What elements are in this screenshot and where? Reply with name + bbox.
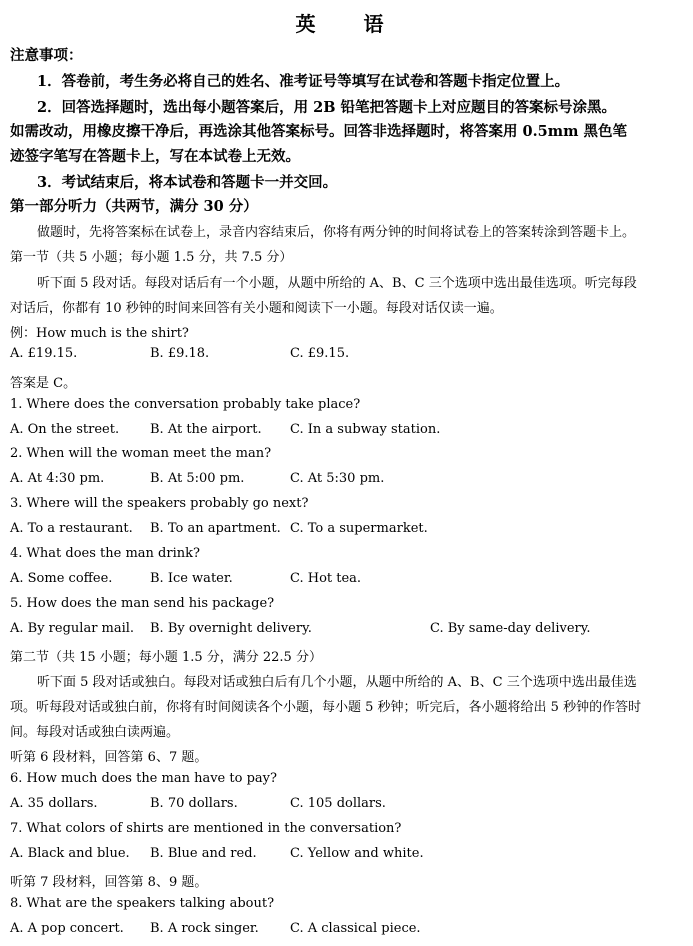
q8-option-c: C. A classical piece.: [290, 921, 421, 936]
question-3: 3. Where will the speakers probably go next?: [10, 496, 309, 511]
q2-option-c: C. At 5:30 pm.: [290, 471, 385, 486]
section1-heading: 第一节（共 5 小题；每小题 1.5 分，共 7.5 分）: [10, 250, 293, 265]
question-1: 1. Where does the conversation probably take place?: [10, 397, 361, 412]
q1-option-b: B. At the airport.: [150, 422, 262, 437]
q3-option-b: B. To an apartment.: [150, 521, 281, 536]
q5-option-b: B. By overnight delivery.: [150, 621, 312, 636]
section2-intro-end: 间。每段对话或独白读两遍。: [10, 725, 180, 740]
example-answer: 答案是 C。: [10, 376, 77, 391]
q5-option-a: A. By regular mail.: [10, 621, 135, 636]
example-option-c: C. £9.15.: [290, 346, 350, 361]
q1-option-c: C. In a subway station.: [290, 422, 441, 437]
notes-item-1: 1．答卷前，考生务必将自己的姓名、准考证号等填写在试卷和答题卡指定位置上。: [37, 73, 570, 90]
notes-item-3: 3．考试结束后，将本试卷和答题卡一并交回。: [37, 174, 338, 191]
section2-heading: 第二节（共 15 小题；每小题 1.5 分，满分 22.5 分）: [10, 650, 322, 665]
q3-option-c: C. To a supermarket.: [290, 521, 428, 536]
question-4: 4. What does the man drink?: [10, 546, 200, 561]
question-2: 2. When will the woman meet the man?: [10, 446, 272, 461]
section2-intro-continued: 项。听每段对话或独白前，你将有时间阅读各个小题，每小题 5 秒钟；听完后，各小题将给出 5 秒钟的作答时: [10, 700, 642, 715]
q7-option-b: B. Blue and red.: [150, 846, 257, 861]
section2-intro: 听下面 5 段对话或独白。每段对话或独白后有几个小题，从题中所给的 A、B、C 三个选项中选出最佳选: [37, 675, 637, 690]
q5-option-c: C. By same-day delivery.: [430, 621, 591, 636]
q8-option-a: A. A pop concert.: [10, 921, 124, 936]
part1-instruction: 做题时，先将答案标在试卷上，录音内容结束后，你将有两分钟的时间将试卷上的答案转涂到答题卡上。: [37, 225, 636, 240]
notes-item-2-end: 迹签字笔写在答题卡上，写在本试卷上无效。: [10, 148, 300, 165]
section1-intro: 听下面 5 段对话。每段对话后有一个小题，从题中所给的 A、B、C 三个选项中选出最佳选项。听完每段: [37, 276, 637, 291]
q7-option-a: A. Black and blue.: [10, 846, 130, 861]
material-7-label: 听第 7 段材料，回答第 8、9 题。: [10, 875, 208, 890]
example-question: 例：How much is the shirt?: [10, 326, 189, 341]
notes-heading: 注意事项：: [10, 47, 83, 64]
q7-option-c: C. Yellow and white.: [290, 846, 424, 861]
q6-option-b: B. 70 dollars.: [150, 796, 238, 811]
q6-option-c: C. 105 dollars.: [290, 796, 386, 811]
section1-intro-continued: 对话后，你都有 10 秒钟的时间来回答有关小题和阅读下一小题。每段对话仅读一遍。: [10, 301, 503, 316]
question-7: 7. What colors of shirts are mentioned in the conversation?: [10, 821, 402, 836]
question-6: 6. How much does the man have to pay?: [10, 771, 277, 786]
question-8: 8. What are the speakers talking about?: [10, 896, 275, 911]
q2-option-b: B. At 5:00 pm.: [150, 471, 245, 486]
q2-option-a: A. At 4:30 pm.: [10, 471, 105, 486]
page-title: 英 语: [295, 12, 398, 36]
q4-option-c: C. Hot tea.: [290, 571, 362, 586]
part1-heading: 第一部分听力（共两节，满分 30 分）: [10, 198, 258, 215]
q4-option-b: B. Ice water.: [150, 571, 233, 586]
notes-item-2: 2．回答选择题时，选出每小题答案后，用 2B 铅笔把答题卡上对应题目的答案标号涂黑。: [37, 99, 617, 116]
q4-option-a: A. Some coffee.: [10, 571, 113, 586]
example-option-a: A. £19.15.: [10, 346, 78, 361]
q6-option-a: A. 35 dollars.: [10, 796, 98, 811]
question-5: 5. How does the man send his package?: [10, 596, 275, 611]
material-6-label: 听第 6 段材料，回答第 6、7 题。: [10, 750, 208, 765]
q8-option-b: B. A rock singer.: [150, 921, 259, 936]
q3-option-a: A. To a restaurant.: [10, 521, 133, 536]
q1-option-a: A. On the street.: [10, 422, 120, 437]
notes-item-2-continued: 如需改动，用橡皮擦干净后，再选涂其他答案标号。回答非选择题时，将答案用 0.5mm 黑色笔: [10, 123, 628, 140]
example-option-b: B. £9.18.: [150, 346, 210, 361]
